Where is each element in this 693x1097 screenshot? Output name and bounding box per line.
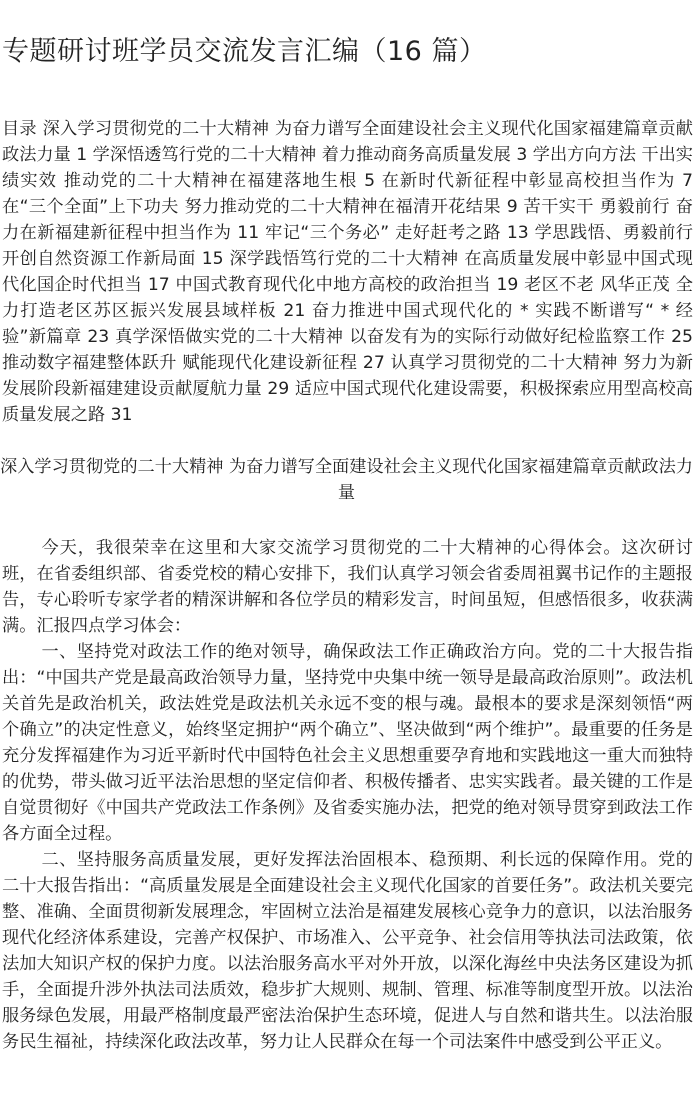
section-heading: 深入学习贯彻党的二十大精神 为奋力谱写全面建设社会主义现代化国家福建篇章贡献政法力量 — [0, 457, 693, 503]
paragraph-point-1: 一、坚持党对政法工作的绝对领导，确保政法工作正确政治方向。党的二十大报告指出：“中国共产党是最高政治领导力量，坚持党中央集中统一领导是最高政治原则”。政法机关首先是政治机关，政法姓党是政法机关永远不变的根与魂。最根本的要求是深刻领悟“两个确立”的决定性意义，始终坚定拥护“两个确立”、坚决做到“两个维护”。最重要的任务是充分发挥福建作为习近平新时代中国特色社会主义思想重要孕育地和实践地这一重大而独特的优势，带头做习近平法治思想的坚定信仰者、积极传播者、忠实实践者。最关键的工作是自觉贯彻好《中国共产党政法工作条例》及省委实施办法，把党的绝对领导贯穿到政法工作各方面全过程。 — [2, 642, 693, 844]
paragraph-intro: 今天，我很荣幸在这里和大家交流学习贯彻党的二十大精神的心得体会。这次研讨班，在省委组织部、省委党校的精心安排下，我们认真学习领会省委周祖翼书记作的主题报告，专心聆听专家学者的精深讲解和各位学员的精彩发言，时间虽短，但感悟很多，收获满满。汇报四点学习体会： — [2, 538, 693, 636]
table-of-contents: 目录 深入学习贯彻党的二十大精神 为奋力谱写全面建设社会主义现代化国家福建篇章贡献政法力量 1 学深悟透笃行党的二十大精神 着力推动商务高质量发展 3 学出方向方法 干出实绩实效 推动党的二十大精神在福建落地生根 5 在新时代新征程中彰显高校担当作为 7 在“三个全面”上下功夫 努力推动党的二十大精神在福清开花结果 9 苦干实干 勇毅前行 奋力在新福建新征程中担当作为 11 牢记“三个务必” 走好赶考之路 13 学思践悟、勇毅前行 开创自然资源工作新局面 15 深学践悟笃行党的二十大精神 在高质量发展中彰显中国式现代化国企时代担当 17 中国式教育现代化中地方高校的政治担当 19 老区不老 风华正茂 全力打造老区苏区振兴发展县域样板 21 奋力推进中国式现代化的 * 实践不断谱写“ * 经验”新篇章 23 真学深悟做实党的二十大精神 以奋发有为的实际行动做好纪检监察工作 25 推动数字福建整体跃升 赋能现代化建设新征程 27 认真学习贯彻党的二十大精神 努力为新发展阶段新福建建设贡献厦航力量 29 适应中国式现代化建设需要，积极探索应用型高校高质量发展之路 31 — [2, 119, 693, 425]
paragraph-point-2: 二、坚持服务高质量发展，更好发挥法治固根本、稳预期、利长远的保障作用。党的二十大报告指出：“高质量发展是全面建设社会主义现代化国家的首要任务”。政法机关要完整、准确、全面贯彻新发展理念，牢固树立法治是福建发展核心竞争力的意识，以法治服务现代化经济体系建设，完善产权保护、市场准入、公平竞争、社会信用等执法司法政策，依法加大知识产权的保护力度。以法治服务高水平对外开放，以深化海丝中央法务区建设为抓手，全面提升涉外执法司法质效，稳步扩大规则、规制、管理、标准等制度型开放。以法治服务绿色发展，用最严格制度最严密法治保护生态环境，促进人与自然和谐共生。以法治服务民生福祉，持续深化政法改革，努力让人民群众在每一个司法案件中感受到公平正义。 — [2, 850, 693, 1052]
article-body — [2, 535, 693, 1055]
document-title: 专题研讨班学员交流发言汇编（16 篇） — [2, 36, 487, 67]
